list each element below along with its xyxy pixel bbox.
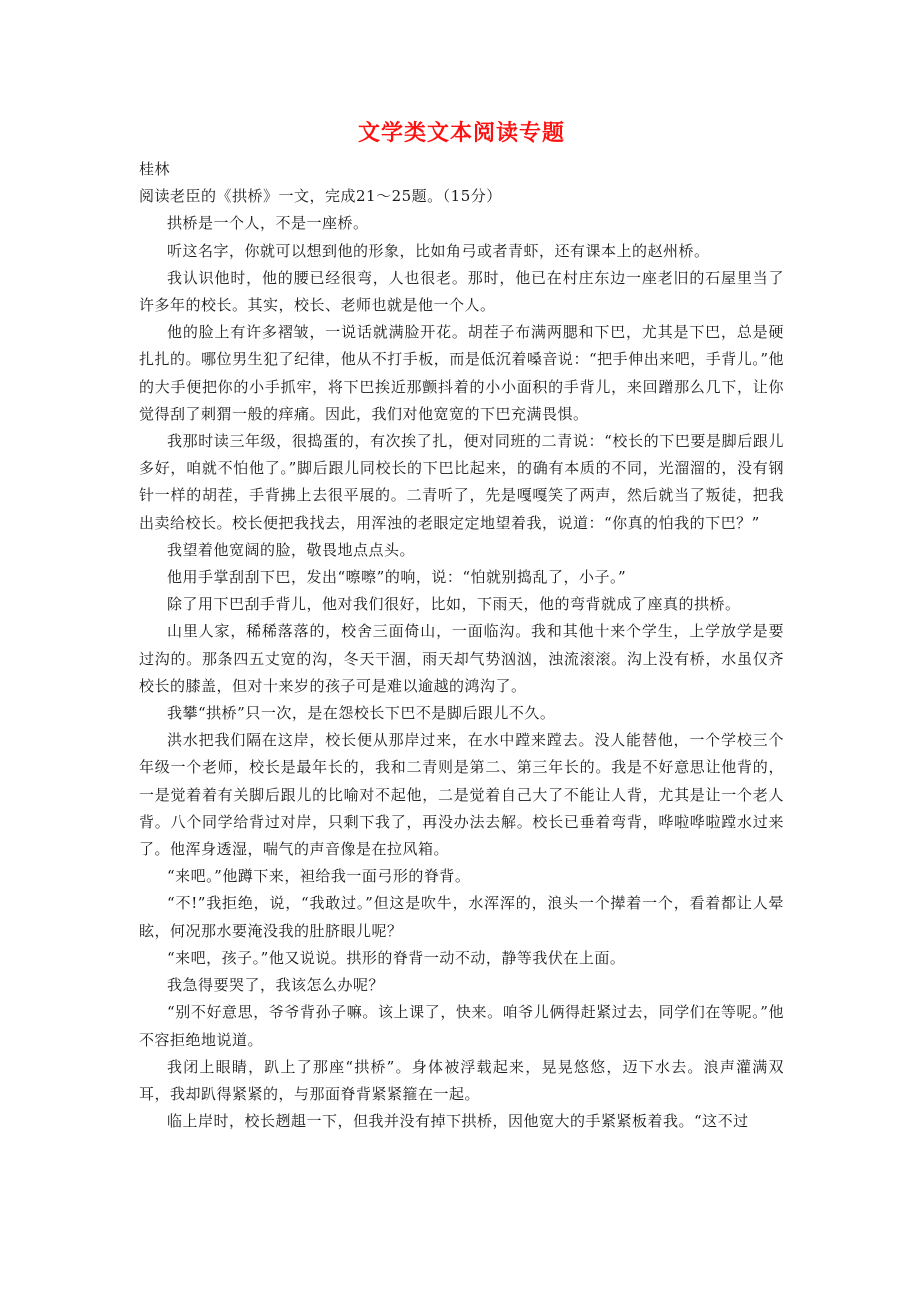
article-body: [139, 210, 784, 1135]
paragraph: 洪水把我们隔在这岸，校长便从那岸过来，在水中蹚来蹚去。没人能替他，一个学校三个年级一个老师，校长是最年长的，我和二青则是第二、第三年长的。我是不好意思让他背的，一是觉着着有关脚后跟儿的比喻对不起他，二是觉着自己大了不能让人背，尤其是让一个老人背。八个同学给背过对岸，只剩下我了，再没办法去解。校长已垂着弯背，哗啦哗啦蹚水过来了。他浑身透湿，喘气的声音像是在拉风箱。: [139, 731, 784, 859]
paragraph: “别不好意思，爷爷背孙子嘛。该上课了，快来。咱爷儿俩得赶紧过去，同学们在等呢。”他不容拒绝地说道。: [139, 1003, 784, 1049]
instruction-text: 阅读老臣的《拱桥》一文，完成21～25题。（15分）: [139, 187, 502, 206]
paragraph: 他的脸上有许多褶皱，一说话就满脸开花。胡茬子布满两腮和下巴，尤其是下巴，总是硬扎扎的。哪位男生犯了纪律，他从不打手板，而是低沉着嗓音说：“把手伸出来吧，手背儿。”他的大手便把你的小手抓牢，将下巴挨近那颤抖着的小小面积的手背儿，来回蹭那么几下，让你觉得刮了刺猬一般的痒痛。因此，我们对他宽宽的下巴充满畏惧。: [139, 323, 784, 423]
paragraph: 听这名字，你就可以想到他的形象，比如角弓或者青虾，还有课本上的赵州桥。: [167, 241, 710, 260]
region-label: 桂林: [139, 160, 171, 178]
document-page: [139, 118, 784, 1135]
paragraph: 我望着他宽阔的脸，敬畏地点点头。: [167, 540, 416, 559]
paragraph: 我攀“拱桥”只一次，是在怨校长下巴不是脚后跟儿不久。: [167, 704, 556, 723]
paragraph: 我那时读三年级，很捣蛋的，有次挨了扎，便对同班的二青说：“校长的下巴要是脚后跟儿多好，咱就不怕他了。”脚后跟儿同校长的下巴比起来，的确有本质的不同，光溜溜的，没有钢针一样的胡茬，手背拂上去很平展的。二青听了，先是嘎嘎笑了两声，然后就当了叛徒，把我出卖给校长。校长便把我找去，用浑浊的老眼定定地望着我，说道：“你真的怕我的下巴？”: [139, 432, 784, 532]
paragraph: 我闭上眼睛，趴上了那座“拱桥”。身体被浮载起来，晃晃悠悠，迈下水去。浪声灌满双耳，我却趴得紧紧的，与那面脊背紧紧箍在一起。: [139, 1057, 784, 1103]
paragraph: “来吧。”他蹲下来，袒给我一面弓形的脊背。: [167, 867, 471, 886]
paragraph: 临上岸时，校长趔趄一下，但我并没有掉下拱桥，因他宽大的手紧紧板着我。“这不过: [167, 1112, 749, 1131]
paragraph: 他用手掌刮刮下巴，发出“嚓嚓”的响，说：“怕就别捣乱了，小子。”: [167, 568, 627, 587]
document-title: 文学类文本阅读专题: [357, 121, 565, 146]
paragraph: 我认识他时，他的腰已经很弯，人也很老。那时，他已在村庄东边一座老旧的石屋里当了许多年的校长。其实，校长、老师也就是他一个人。: [139, 268, 784, 315]
paragraph: 山里人家，稀稀落落的，校舍三面倚山，一面临沟。我和其他十来个学生，上学放学是要过沟的。那条四五丈宽的沟，冬天干涸，雨天却气势汹汹，浊流滚滚。沟上没有桥，水虽仅齐校长的膝盖，但对十来岁的孩子可是难以逾越的鸿沟了。: [139, 622, 784, 695]
paragraph: 除了用下巴刮手背儿，他对我们很好，比如，下雨天，他的弯背就成了座真的拱桥。: [167, 595, 741, 614]
paragraph: 我急得要哭了，我该怎么办呢？: [167, 976, 385, 995]
paragraph: “不!”我拒绝，说，“我敢过。”但这是吹牛，水浑浑的，浪头一个撵着一个，看着都让人晕眩，何况那水要淹没我的肚脐眼儿呢？: [139, 894, 784, 940]
paragraph: 拱桥是一个人，不是一座桥。: [167, 214, 369, 233]
paragraph: “来吧，孩子。”他又说说。拱形的脊背一动不动，静等我伏在上面。: [167, 948, 626, 967]
